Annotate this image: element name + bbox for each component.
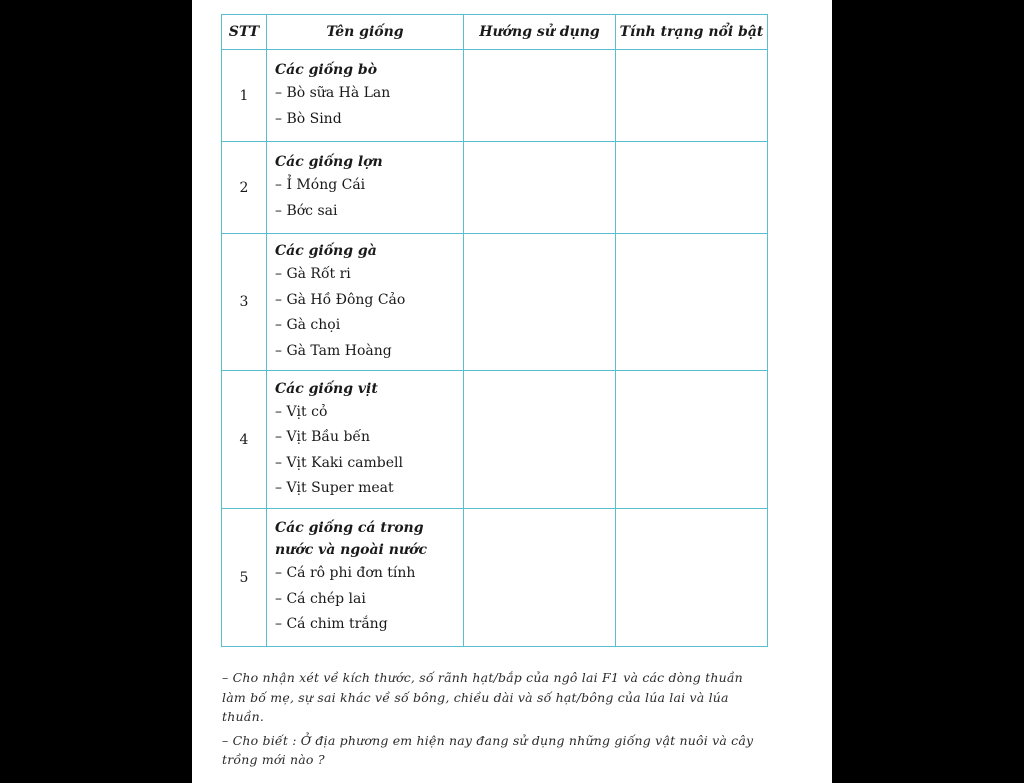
breed-item: – Gà Hồ Đông Cảo <box>275 291 406 308</box>
breed-item: – Bớc sai <box>275 202 338 219</box>
breed-group-title: Các giống lợn <box>275 154 383 170</box>
breed-table <box>221 14 768 647</box>
breed-item: – Gà Rốt ri <box>275 266 351 282</box>
usage-cell <box>464 234 616 371</box>
breed-group-cell <box>267 509 464 647</box>
breed-group-title: Các giống bò <box>275 62 378 78</box>
breed-group-cell <box>267 142 464 234</box>
breed-item: – Vịt Kaki cambell <box>275 454 403 471</box>
breed-item: – Gà Tam Hoàng <box>275 342 392 359</box>
traits-cell <box>616 371 768 509</box>
row-number: 5 <box>222 509 267 647</box>
table-row <box>222 371 768 509</box>
breed-group-title: Các giống gà <box>275 243 377 259</box>
breed-group-title: Các giống vịt <box>275 380 378 397</box>
table-row <box>222 142 768 234</box>
usage-cell <box>464 50 616 142</box>
exercise-notes <box>222 668 770 774</box>
breed-item: – Cá chép lai <box>275 590 366 607</box>
breed-item: – Cá rô phi đơn tính <box>275 565 416 582</box>
breed-item: – Vịt cỏ <box>275 403 328 420</box>
breed-group-cell <box>267 50 464 142</box>
breed-item: – Ỉ Móng Cái <box>275 177 366 193</box>
note-paragraph: – Cho nhận xét về kích thước, số rãnh hạt/bắp của ngô lai F1 và các dòng thuần làm bố mẹ, sự sai khác về số bông, chiều dài và số hạt/bông của lúa lai và lúa thuần. <box>222 670 743 724</box>
breed-group-cell <box>267 371 464 509</box>
note-paragraph: – Cho biết : Ở địa phương em hiện nay đang sử dụng những giống vật nuôi và cây trồng mới nào ? <box>222 732 754 767</box>
row-number: 3 <box>222 234 267 371</box>
breed-item: – Bò Sind <box>275 110 342 127</box>
row-number: 2 <box>222 142 267 234</box>
header-usage: Hướng sử dụng <box>464 15 616 50</box>
row-number: 4 <box>222 371 267 509</box>
table-row <box>222 234 768 371</box>
breed-item: – Bò sữa Hà Lan <box>275 85 391 101</box>
header-traits: Tính trạng nổi bật <box>616 15 768 50</box>
breed-group-title: Các giống cá trong nước và ngoài nước <box>275 520 427 559</box>
breed-group-cell <box>267 234 464 371</box>
breed-item: – Gà chọi <box>275 317 341 333</box>
table-row <box>222 50 768 142</box>
traits-cell <box>616 234 768 371</box>
document-page <box>192 0 832 783</box>
traits-cell <box>616 50 768 142</box>
usage-cell <box>464 371 616 509</box>
breed-item: – Cá chim trắng <box>275 616 388 633</box>
usage-cell <box>464 142 616 234</box>
header-breed-name: Tên giống <box>267 15 464 50</box>
table-row <box>222 509 768 647</box>
row-number: 1 <box>222 50 267 142</box>
traits-cell <box>616 509 768 647</box>
breed-item: – Vịt Super meat <box>275 480 394 496</box>
usage-cell <box>464 509 616 647</box>
header-stt: STT <box>222 15 267 50</box>
breed-item: – Vịt Bầu bến <box>275 429 371 445</box>
traits-cell <box>616 142 768 234</box>
table-header-row <box>222 15 768 50</box>
